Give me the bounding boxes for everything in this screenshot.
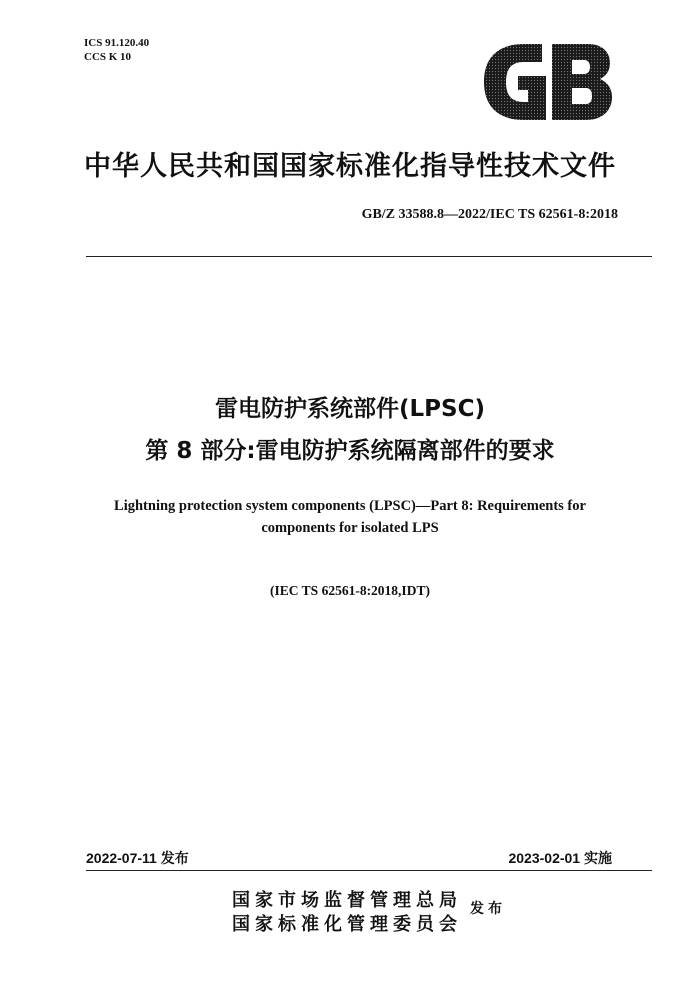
publish-label: 发布 xyxy=(470,901,506,917)
issuer-line1: 国家市场监督管理总局 xyxy=(232,890,462,911)
ccs-code: CCS K 10 xyxy=(84,51,132,63)
standard-type-title: 中华人民共和国国家标准化指导性技术文件 xyxy=(84,151,616,182)
header-divider xyxy=(86,256,652,257)
gb-logo xyxy=(476,40,616,124)
title-cn-line2: 第 8 部分:雷电防护系统隔离部件的要求 xyxy=(145,438,555,464)
footer-divider xyxy=(86,870,652,871)
title-cn-line1: 雷电防护系统部件(LPSC) xyxy=(215,396,485,422)
title-en-line2: components for isolated LPS xyxy=(261,520,439,536)
issue-date: 2022-07-11 发布 xyxy=(86,850,189,866)
issuer-line2: 国家标准化管理委员会 xyxy=(232,914,462,935)
adoption-note: (IEC TS 62561-8:2018,IDT) xyxy=(270,583,430,598)
title-en-line1: Lightning protection system components (LPSC)—Part 8: Requirements for xyxy=(114,498,586,514)
classification-codes xyxy=(84,36,149,64)
title-en xyxy=(60,495,640,539)
gb-logo-icon xyxy=(476,40,616,124)
implementation-date: 2023-02-01 实施 xyxy=(508,850,612,866)
standard-number: GB/Z 33588.8—2022/IEC TS 62561-8:2018 xyxy=(361,207,618,222)
ics-code: ICS 91.120.40 xyxy=(84,37,150,49)
